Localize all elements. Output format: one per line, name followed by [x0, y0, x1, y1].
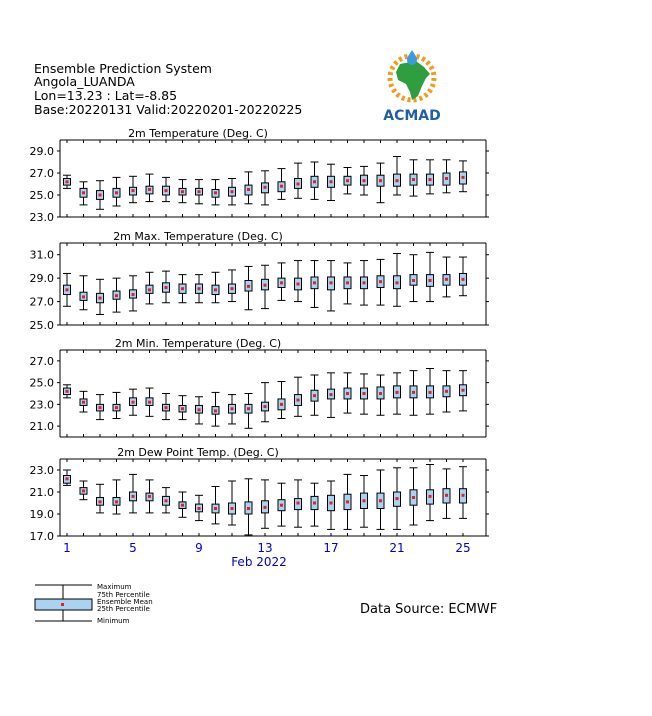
- x-tick-label: 13: [257, 541, 273, 555]
- mean-marker: [198, 190, 201, 193]
- box-day-10: [212, 487, 220, 524]
- mean-marker: [313, 394, 316, 397]
- y-tick-label: 25.0: [29, 319, 54, 332]
- legend: [35, 583, 153, 625]
- y-tick-label: 17.0: [29, 530, 54, 543]
- mean-marker: [165, 499, 168, 502]
- box-day-20: [377, 163, 385, 203]
- header-location: Angola_LUANDA: [34, 74, 135, 89]
- legend-label-max: Maximum: [97, 583, 132, 591]
- box-day-6: [146, 480, 154, 513]
- box-day-18: [344, 474, 352, 529]
- y-tick-label: 21.0: [29, 486, 54, 499]
- mean-marker: [363, 179, 366, 182]
- mean-marker: [412, 496, 415, 499]
- box-day-13: [261, 171, 269, 205]
- mean-marker: [313, 180, 316, 183]
- box-day-1: [63, 470, 71, 485]
- mean-marker: [363, 392, 366, 395]
- box-day-24: [443, 257, 451, 297]
- box-day-12: [245, 394, 253, 429]
- box-day-2: [80, 276, 88, 310]
- box-day-20: [377, 375, 385, 415]
- y-tick-label: 27.0: [29, 354, 54, 368]
- legend-label-mean: Ensemble Mean: [97, 598, 153, 606]
- mean-marker: [231, 507, 234, 510]
- panel-title: 2m Temperature (Deg. C): [128, 127, 268, 140]
- box-day-14: [278, 382, 286, 419]
- header-base-valid: Base:20220131 Valid:20220201-20220225: [34, 102, 303, 117]
- mean-marker: [346, 500, 349, 503]
- mean-marker: [165, 189, 168, 192]
- box-day-14: [278, 169, 286, 200]
- mean-marker: [181, 287, 184, 290]
- mean-marker: [429, 279, 432, 282]
- y-tick-label: 21.0: [29, 420, 54, 434]
- mean-marker: [264, 506, 267, 509]
- mean-marker: [297, 399, 300, 402]
- mean-marker: [313, 502, 316, 505]
- mean-marker: [445, 177, 448, 180]
- mean-marker: [99, 500, 102, 503]
- box-day-8: [179, 180, 187, 203]
- mean-marker: [396, 391, 399, 394]
- y-tick-label: 23.0: [29, 211, 54, 224]
- header-title: Ensemble Prediction System: [34, 61, 212, 76]
- mean-marker: [462, 389, 465, 392]
- mean-marker: [346, 392, 349, 395]
- box-day-8: [179, 396, 187, 420]
- box-day-21: [393, 254, 401, 307]
- mean-marker: [132, 401, 135, 404]
- legend-label-p75: 75th Percentile: [97, 591, 150, 599]
- box-day-16: [311, 261, 319, 308]
- box-day-25: [459, 371, 467, 411]
- box-day-19: [360, 374, 368, 414]
- box-day-8: [179, 275, 187, 303]
- panel-title: 2m Max. Temperature (Deg. C): [113, 230, 283, 243]
- mean-marker: [132, 293, 135, 296]
- box-day-7: [162, 394, 170, 420]
- mean-marker: [82, 295, 85, 298]
- box-day-3: [96, 181, 104, 210]
- mean-marker: [412, 279, 415, 282]
- box-day-23: [426, 160, 434, 194]
- box-day-25: [459, 161, 467, 192]
- y-tick-label: 31.0: [29, 248, 54, 262]
- mean-marker: [379, 280, 382, 283]
- mean-marker: [66, 390, 69, 393]
- mean-marker: [280, 403, 283, 406]
- box-day-20: [377, 470, 385, 529]
- box-day-18: [344, 373, 352, 413]
- box-day-7: [162, 488, 170, 513]
- mean-marker: [462, 278, 465, 281]
- box-day-18: [344, 168, 352, 194]
- mean-marker: [132, 189, 135, 192]
- mean-marker: [429, 178, 432, 181]
- box-day-3: [96, 484, 104, 513]
- box-day-20: [377, 259, 385, 305]
- mean-marker: [115, 294, 118, 297]
- box-day-14: [278, 483, 286, 526]
- mean-marker: [412, 391, 415, 394]
- y-tick-label: 27.0: [29, 167, 54, 180]
- mean-marker: [264, 284, 267, 287]
- mean-marker: [462, 176, 465, 179]
- box-day-21: [393, 157, 401, 196]
- mean-marker: [280, 281, 283, 284]
- mean-marker: [379, 499, 382, 502]
- mean-marker: [412, 178, 415, 181]
- box-day-1: [63, 385, 71, 398]
- mean-marker: [148, 288, 151, 291]
- mean-marker: [99, 194, 102, 197]
- mean-marker: [247, 407, 250, 410]
- y-tick-label: 27.0: [29, 295, 54, 309]
- box-day-17: [327, 373, 335, 418]
- chart-panel-1: [30, 127, 490, 224]
- x-axis-label: Feb 2022: [231, 555, 287, 569]
- mean-marker: [82, 401, 85, 404]
- mean-marker: [66, 477, 69, 480]
- box-day-16: [311, 162, 319, 199]
- box-day-9: [195, 180, 203, 204]
- box-day-10: [212, 180, 220, 205]
- legend-mean-marker: [61, 603, 64, 606]
- box-day-21: [393, 373, 401, 414]
- y-tick-label: 25.0: [29, 376, 54, 390]
- mean-marker: [148, 495, 151, 498]
- mean-marker: [396, 497, 399, 500]
- box-day-22: [410, 468, 418, 525]
- box-day-2: [80, 182, 88, 205]
- mean-marker: [231, 190, 234, 193]
- box-day-13: [261, 480, 269, 528]
- mean-marker: [247, 285, 250, 288]
- box-day-24: [443, 160, 451, 193]
- box-day-21: [393, 468, 401, 530]
- box-day-4: [113, 392, 121, 418]
- mean-marker: [82, 489, 85, 492]
- x-tick-label: 17: [323, 541, 339, 555]
- box-day-23: [426, 252, 434, 301]
- box-day-5: [129, 474, 137, 513]
- mean-marker: [198, 507, 201, 510]
- mean-marker: [214, 288, 217, 291]
- box-day-9: [195, 495, 203, 520]
- mean-marker: [115, 191, 118, 194]
- logo-text: ACMAD: [383, 108, 441, 124]
- box-day-19: [360, 476, 368, 528]
- x-tick-label: 5: [129, 541, 137, 555]
- mean-marker: [247, 188, 250, 191]
- box-day-2: [80, 481, 88, 500]
- box-day-4: [113, 278, 121, 312]
- box-day-17: [327, 261, 335, 311]
- mean-marker: [198, 287, 201, 290]
- mean-marker: [379, 179, 382, 182]
- mean-marker: [264, 186, 267, 189]
- box-day-9: [195, 275, 203, 303]
- mean-marker: [66, 180, 69, 183]
- box-day-22: [410, 160, 418, 196]
- box-day-17: [327, 481, 335, 529]
- mean-marker: [445, 278, 448, 281]
- box-day-19: [360, 166, 368, 195]
- mean-marker: [148, 188, 151, 191]
- box-day-4: [113, 177, 121, 206]
- chart-panel-4: [30, 446, 490, 569]
- mean-marker: [363, 281, 366, 284]
- mean-marker: [165, 406, 168, 409]
- box-day-9: [195, 397, 203, 424]
- box-day-18: [344, 263, 352, 304]
- box-day-1: [63, 175, 71, 188]
- box-day-14: [278, 263, 286, 300]
- box-day-12: [245, 172, 253, 204]
- box-day-13: [261, 383, 269, 422]
- box-day-15: [294, 261, 302, 302]
- box-day-6: [146, 174, 154, 202]
- mean-marker: [214, 409, 217, 412]
- mean-marker: [165, 286, 168, 289]
- box-day-12: [245, 479, 253, 535]
- mean-marker: [214, 507, 217, 510]
- mean-marker: [99, 297, 102, 300]
- mean-marker: [66, 288, 69, 291]
- mean-marker: [247, 507, 250, 510]
- box-day-25: [459, 467, 467, 519]
- mean-marker: [429, 495, 432, 498]
- box-day-24: [443, 371, 451, 412]
- mean-marker: [198, 408, 201, 411]
- box-day-15: [294, 377, 302, 416]
- mean-marker: [181, 190, 184, 193]
- box-day-6: [146, 388, 154, 416]
- box-day-17: [327, 164, 335, 200]
- mean-marker: [379, 392, 382, 395]
- mean-marker: [280, 185, 283, 188]
- chart-panel-3: [30, 337, 490, 437]
- mean-marker: [231, 407, 234, 410]
- box-day-16: [311, 375, 319, 415]
- box-day-19: [360, 261, 368, 306]
- mean-marker: [346, 281, 349, 284]
- mean-marker: [363, 499, 366, 502]
- mean-marker: [115, 406, 118, 409]
- y-tick-label: 23.0: [29, 398, 54, 412]
- mean-marker: [330, 281, 333, 284]
- mean-marker: [445, 390, 448, 393]
- x-tick-label: 9: [195, 541, 203, 555]
- legend-label-min: Minimum: [97, 617, 130, 625]
- box-day-7: [162, 271, 170, 303]
- mean-marker: [82, 191, 85, 194]
- box-day-10: [212, 392, 220, 426]
- box-day-1: [63, 273, 71, 306]
- box-day-5: [129, 176, 137, 202]
- box-day-22: [410, 371, 418, 416]
- box-day-5: [129, 276, 137, 311]
- y-tick-label: 25.0: [29, 189, 54, 202]
- box-day-11: [228, 481, 236, 525]
- box-day-5: [129, 389, 137, 415]
- mean-marker: [132, 495, 135, 498]
- box-day-23: [426, 465, 434, 521]
- chart-panel-2: [30, 230, 490, 332]
- y-tick-label: 23.0: [29, 464, 54, 477]
- mean-marker: [99, 406, 102, 409]
- mean-marker: [462, 494, 465, 497]
- mean-marker: [214, 191, 217, 194]
- box-day-11: [228, 270, 236, 302]
- data-source: Data Source: ECMWF: [360, 602, 498, 617]
- header-coordinates: Lon=13.23 : Lat=-8.85: [34, 88, 178, 103]
- mean-marker: [115, 500, 118, 503]
- y-tick-label: 29.0: [29, 272, 54, 286]
- box-day-22: [410, 255, 418, 302]
- box-day-24: [443, 469, 451, 519]
- mean-marker: [445, 494, 448, 497]
- mean-marker: [429, 391, 432, 394]
- mean-marker: [346, 179, 349, 182]
- box-day-11: [228, 395, 236, 424]
- mean-marker: [264, 405, 267, 408]
- mean-marker: [148, 401, 151, 404]
- box-day-12: [245, 266, 253, 309]
- box-day-15: [294, 480, 302, 527]
- mean-marker: [313, 281, 316, 284]
- mean-marker: [396, 281, 399, 284]
- box-day-16: [311, 483, 319, 526]
- mean-marker: [231, 287, 234, 290]
- mean-marker: [396, 179, 399, 182]
- mean-marker: [297, 502, 300, 505]
- mean-marker: [330, 180, 333, 183]
- box-day-23: [426, 368, 434, 414]
- box-day-10: [212, 272, 220, 302]
- mean-marker: [330, 393, 333, 396]
- y-tick-label: 29.0: [29, 145, 54, 158]
- box-day-15: [294, 163, 302, 198]
- box-day-11: [228, 179, 236, 205]
- mean-marker: [280, 504, 283, 507]
- box-day-8: [179, 492, 187, 517]
- box-day-3: [96, 395, 104, 420]
- legend-label-p25: 25th Percentile: [97, 605, 150, 613]
- mean-marker: [330, 502, 333, 505]
- mean-marker: [181, 504, 184, 507]
- x-tick-label: 21: [389, 541, 405, 555]
- x-tick-label: 1: [63, 541, 71, 555]
- box-day-2: [80, 391, 88, 412]
- box-day-3: [96, 279, 104, 314]
- box-day-25: [459, 257, 467, 296]
- y-tick-label: 19.0: [29, 508, 54, 521]
- box-day-13: [261, 265, 269, 308]
- box-day-7: [162, 177, 170, 201]
- mean-marker: [297, 183, 300, 186]
- box-day-4: [113, 480, 121, 514]
- panel-title: 2m Dew Point Temp. (Deg. C): [117, 446, 279, 459]
- panel-title: 2m Min. Temperature (Deg. C): [114, 337, 282, 350]
- x-tick-label: 25: [455, 541, 471, 555]
- box-day-6: [146, 272, 154, 304]
- mean-marker: [181, 407, 184, 410]
- mean-marker: [297, 283, 300, 286]
